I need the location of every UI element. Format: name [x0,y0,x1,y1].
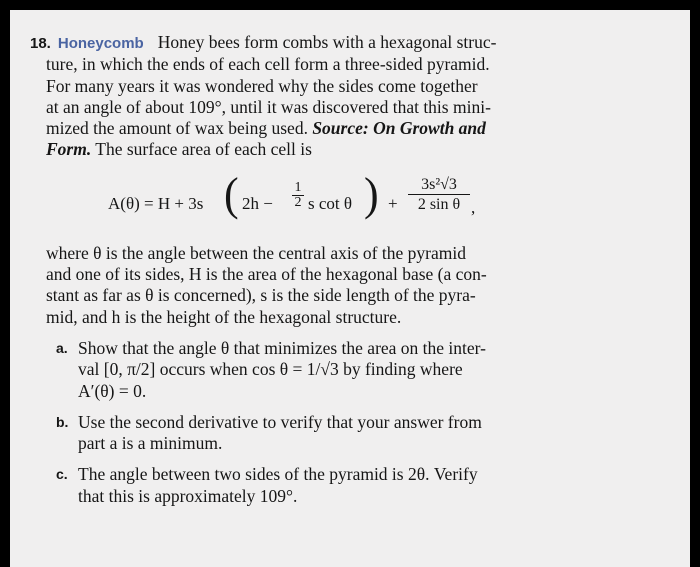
part-a [30,338,600,402]
formula-half [292,181,304,210]
part-b-line-2: part a is a minimum. [78,433,223,454]
surface-area-formula [30,167,600,243]
formula-end: , [471,197,476,217]
formula-left-paren: ( [224,168,239,220]
fraction-denominator: 2 sin θ [417,195,461,213]
description-line-3: stant as far as θ is concerned), s is the side length of the pyra- [46,285,476,306]
problem-line-3: For many years it was wondered why the sides come together [46,75,478,96]
problem-18 [30,32,600,517]
formula-inner-start: 2h − [242,193,273,213]
problem-line-1: Honey bees form combs with a hexagonal struc- [157,32,497,52]
problem-header-line [30,32,600,54]
formula-plus: + [388,193,398,213]
part-a-line-1: Show that the angle θ that minimizes the area on the inter- [78,337,486,358]
problem-number: 18. [30,35,51,52]
problem-line-5-text: mized the amount of wax being used. [46,118,308,139]
part-c-line-1: The angle between two sides of the pyramid is 2θ. Verify [78,464,478,485]
formula-lhs: A(θ) = H + 3s [108,193,204,213]
problem-line-6 [30,139,600,160]
part-b [30,412,600,455]
source-label-2: Form. [46,139,92,160]
part-a-label: a. [56,339,68,356]
part-b-label: b. [56,413,69,430]
textbook-page [10,10,690,567]
problem-line-4: at an angle of about 109°, until it was discovered that this mini- [46,96,491,117]
part-b-line-1: Use the second derivative to verify that your answer from [78,411,482,432]
description-line-4: mid, and h is the height of the hexagonal structure. [46,306,402,327]
formula-fraction [408,175,470,214]
problem-line-5 [30,118,600,139]
formula-right-paren: ) [364,168,379,220]
description-line-1: where θ is the angle between the central axis of the pyramid [46,242,466,263]
part-c-line-2: that this is approximately 109°. [78,485,298,506]
half-numerator: 1 [294,179,302,195]
part-c [30,464,600,507]
part-a-line-2: val [0, π/2] occurs when cos θ = 1/√3 by finding where [78,359,463,380]
problem-keyword: Honeycomb [57,35,144,52]
part-c-label: c. [56,466,68,483]
sub-questions [30,338,600,507]
formula-inner-end: s cot θ [308,193,353,213]
fraction-numerator: 3s²√3 [421,175,457,193]
source-tail: The surface area of each cell is [91,139,312,160]
part-a-line-3: A′(θ) = 0. [78,380,147,401]
half-denominator: 2 [294,194,302,210]
problem-line-2: ture, in which the ends of each cell form a three-sided pyramid. [46,54,490,75]
source-label: Source: On Growth and [312,118,486,139]
description-line-2: and one of its sides, H is the area of the hexagonal base (a con- [46,264,487,285]
